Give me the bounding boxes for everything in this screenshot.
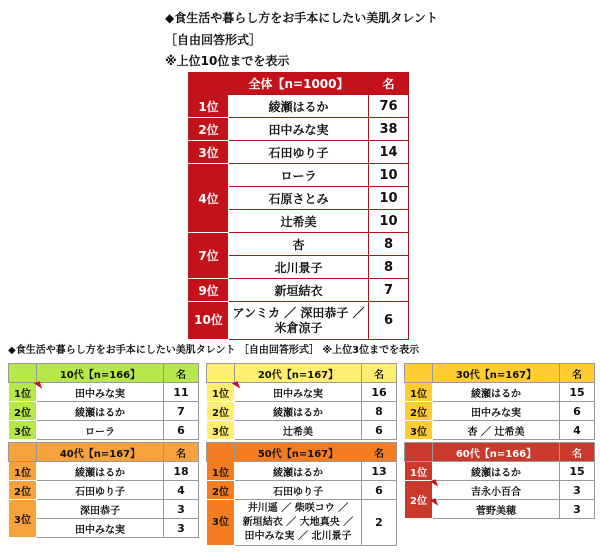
name-text: 田中みな実 [273, 388, 323, 400]
name-cell [235, 500, 362, 546]
table-row [207, 462, 397, 481]
table-header-row [189, 73, 409, 95]
answer-format-label: ［自由回答形式］ [165, 33, 262, 47]
table-row [9, 519, 199, 538]
group-header: 30代【n=167】 [433, 364, 560, 383]
table-row [207, 421, 397, 440]
table-row [405, 481, 595, 500]
name-cell: 綾瀬はるか [235, 402, 362, 421]
table-row [405, 402, 595, 421]
count-cell: 3 [164, 519, 199, 538]
table-row [405, 462, 595, 481]
table-row [207, 500, 397, 546]
rank-cell: 1位 [189, 95, 229, 118]
overall-ranking-table [188, 72, 409, 340]
rank-cell: 3位 [9, 421, 37, 440]
table-row [405, 500, 595, 519]
table-row [405, 421, 595, 440]
count-cell: 16 [362, 383, 397, 402]
table-row [9, 402, 199, 421]
rank-cell: 1位 [9, 462, 37, 481]
count-cell: 8 [369, 256, 409, 279]
count-cell: 6 [369, 302, 409, 340]
table-header-row [207, 364, 397, 383]
name-line: 新垣結衣 ／ 大地真央 ／ [242, 516, 354, 528]
rank-header-empty [189, 73, 229, 95]
age-section-title: ◆食生活や暮らし方をお手本にしたい美肌タレント ［自由回答形式］ ※上位3位までを表示 [8, 345, 420, 356]
rank-cell: 1位 [405, 383, 433, 402]
count-cell: 76 [369, 95, 409, 118]
name-cell: 綾瀬はるか [37, 402, 164, 421]
table-row [189, 233, 409, 256]
rank-cell: 2位 [207, 402, 235, 421]
name-cell: 石原さとみ [229, 187, 369, 210]
name-line: 井川遥 ／ 柴咲コウ ／ [247, 502, 349, 514]
count-cell: 6 [560, 402, 595, 421]
table-row [189, 118, 409, 141]
name-cell [37, 383, 164, 402]
count-cell: 2 [362, 500, 397, 546]
count-cell: 8 [369, 233, 409, 256]
name-cell: ローラ [229, 164, 369, 187]
count-header: 名 [164, 364, 199, 383]
group-header: 全体【n=1000】 [229, 73, 369, 95]
count-cell: 10 [369, 187, 409, 210]
count-header: 名 [560, 443, 595, 462]
table-row [9, 421, 199, 440]
name-cell: 辻希美 [229, 210, 369, 233]
name-cell: 田中みな実 [37, 519, 164, 538]
name-cell: 杏 [229, 233, 369, 256]
table-row [405, 383, 595, 402]
rank-cell: 3位 [207, 421, 235, 440]
group-header: 60代【n=166】 [433, 443, 560, 462]
count-cell: 13 [362, 462, 397, 481]
name-cell: 辻希美 [235, 421, 362, 440]
highlight-marker-icon [232, 381, 240, 391]
group-header: 10代【n=166】 [37, 364, 164, 383]
rank-cell: 2位 [405, 481, 433, 519]
count-cell: 10 [369, 164, 409, 187]
name-cell [433, 500, 560, 519]
age-10s-table [8, 363, 199, 440]
rank-cell: 3位 [405, 421, 433, 440]
count-header: 名 [362, 364, 397, 383]
name-cell: 綾瀬はるか [235, 462, 362, 481]
age-40s-table [8, 442, 199, 538]
rank-cell: 1位 [9, 383, 37, 402]
rank-cell: 4位 [189, 164, 229, 233]
rank-cell: 1位 [207, 462, 235, 481]
age-60s-table [404, 442, 595, 519]
count-cell: 4 [560, 421, 595, 440]
highlight-marker-icon [430, 479, 438, 489]
name-cell: 田中みな実 [229, 118, 369, 141]
count-cell: 3 [560, 481, 595, 500]
rank-cell: 1位 [405, 462, 433, 481]
rank-header-empty [405, 443, 433, 462]
name-cell: 深田恭子 [37, 500, 164, 519]
table-row [9, 383, 199, 402]
name-text: 菅野美穂 [476, 505, 516, 517]
rank-cell: 2位 [405, 402, 433, 421]
highlight-marker-icon [34, 381, 42, 391]
count-cell: 10 [369, 210, 409, 233]
table-row [207, 481, 397, 500]
table-header-row [405, 364, 595, 383]
table-row [9, 500, 199, 519]
rank-cell: 3位 [189, 141, 229, 164]
count-header: 名 [164, 443, 199, 462]
rank-header-empty [207, 443, 235, 462]
count-cell: 6 [164, 421, 199, 440]
count-cell: 6 [362, 481, 397, 500]
rank-header-empty [9, 443, 37, 462]
highlight-marker-icon [430, 498, 438, 508]
name-cell: 田中みな実 [433, 402, 560, 421]
age-50s-table [206, 442, 397, 546]
rank-header-empty [207, 364, 235, 383]
name-text: 田中みな実 [75, 388, 125, 400]
rank-cell: 9位 [189, 279, 229, 302]
name-text: 吉永小百合 [471, 486, 521, 498]
name-cell: 新垣結衣 [229, 279, 369, 302]
name-cell: 石田ゆり子 [229, 141, 369, 164]
name-cell: 杏 ／ 辻希美 [433, 421, 560, 440]
name-cell [235, 383, 362, 402]
age-30s-table [404, 363, 595, 440]
age-20s-table [206, 363, 397, 440]
rank-cell: 10位 [189, 302, 229, 340]
table-row [189, 141, 409, 164]
count-header: 名 [362, 443, 397, 462]
count-cell: 7 [164, 402, 199, 421]
count-cell: 15 [560, 462, 595, 481]
table-row [9, 462, 199, 481]
page-title: ◆食生活や暮らし方をお手本にしたい美肌タレント [165, 11, 438, 25]
name-line: 米倉涼子 [274, 320, 323, 335]
table-row [9, 481, 199, 500]
table-header-row [405, 443, 595, 462]
group-header: 20代【n=167】 [235, 364, 362, 383]
table-row [189, 302, 409, 340]
count-cell: 3 [560, 500, 595, 519]
rank-cell: 2位 [9, 481, 37, 500]
rank-cell: 2位 [207, 481, 235, 500]
rank-cell: 7位 [189, 233, 229, 279]
display-note: ※上位10位までを表示 [165, 54, 290, 68]
table-header-row [9, 443, 199, 462]
count-cell: 4 [164, 481, 199, 500]
table-row [189, 279, 409, 302]
name-cell: ローラ [37, 421, 164, 440]
rank-cell: 2位 [189, 118, 229, 141]
count-cell: 11 [164, 383, 199, 402]
rank-header-empty [405, 364, 433, 383]
name-line: アンミカ ／ 深田恭子 ／ [232, 305, 365, 320]
count-cell: 14 [369, 141, 409, 164]
name-cell: 綾瀬はるか [37, 462, 164, 481]
rank-cell: 3位 [9, 500, 37, 538]
name-cell: 綾瀬はるか [229, 95, 369, 118]
count-cell: 18 [164, 462, 199, 481]
rank-cell: 1位 [207, 383, 235, 402]
name-line: 田中みな実 ／ 北川景子 [244, 530, 352, 542]
name-cell [229, 302, 369, 340]
name-cell: 石田ゆり子 [37, 481, 164, 500]
table-header-row [9, 364, 199, 383]
rank-cell: 3位 [207, 500, 235, 546]
table-row [207, 383, 397, 402]
group-header: 40代【n=167】 [37, 443, 164, 462]
count-cell: 6 [362, 421, 397, 440]
name-cell: 北川景子 [229, 256, 369, 279]
rank-header-empty [9, 364, 37, 383]
group-header: 50代【n=167】 [235, 443, 362, 462]
count-cell: 15 [560, 383, 595, 402]
name-cell: 石田ゆり子 [235, 481, 362, 500]
name-cell: 綾瀬はるか [433, 383, 560, 402]
count-cell: 3 [164, 500, 199, 519]
table-header-row [207, 443, 397, 462]
table-row [207, 402, 397, 421]
count-cell: 7 [369, 279, 409, 302]
count-header: 名 [560, 364, 595, 383]
name-cell: 綾瀬はるか [433, 462, 560, 481]
count-cell: 8 [362, 402, 397, 421]
count-cell: 38 [369, 118, 409, 141]
table-row [189, 164, 409, 187]
name-cell [433, 481, 560, 500]
rank-cell: 2位 [9, 402, 37, 421]
count-header: 名 [369, 73, 409, 95]
table-row [189, 95, 409, 118]
